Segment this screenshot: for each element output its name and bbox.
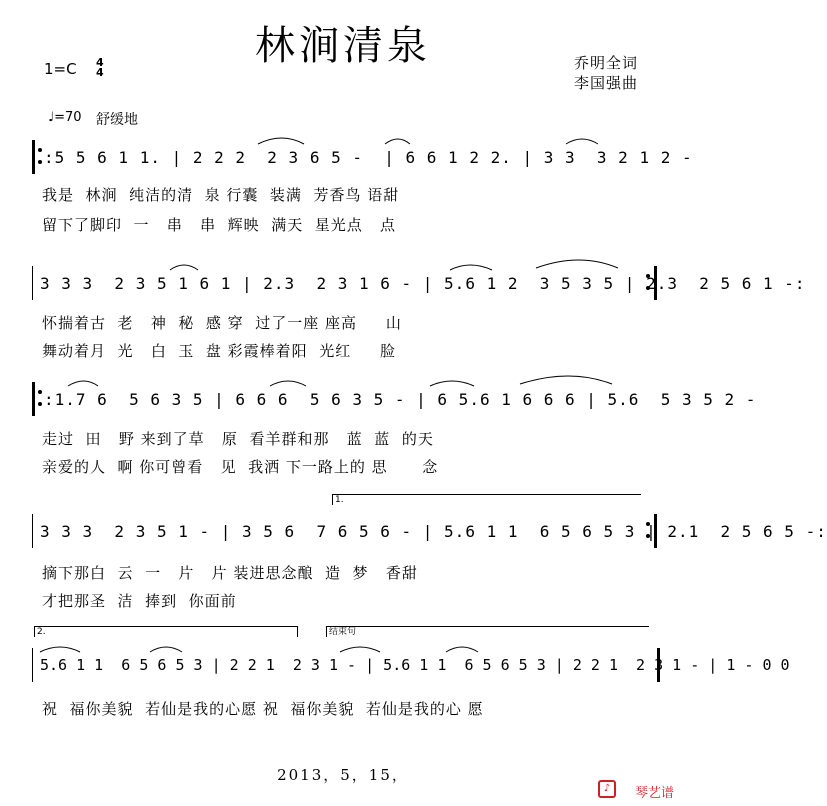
lyric-line: 走过 田 野 来到了草 原 看羊群和那 蓝 蓝 的天 xyxy=(42,430,434,448)
lyric-line: 我是 林涧 纯洁的清 泉 行囊 装满 芳香鸟 语甜 xyxy=(42,186,400,204)
lyric-line: 祝 福你美貌 若仙是我的心愿 祝 福你美貌 若仙是我的心 愿 xyxy=(42,700,484,718)
notation-line: 3 3 3 2 3 5 1 6 1 | 2.3 2 3 1 6 - | 5.6 1 2 3 5 3 5 | 2.3 2 5 6 1 -: xyxy=(40,274,806,293)
key-signature: 1=C xyxy=(44,60,77,78)
composer-credit: 李国强曲 xyxy=(574,74,639,92)
notation-line: :5 5 6 1 1. | 2 2 2 2 3 6 5 - | 6 6 1 2 2. | 3 3 3 2 1 2 - xyxy=(44,148,693,167)
tempo-marking: ♩=70 xyxy=(48,110,82,125)
notation-line: 3 3 3 2 3 5 1 - | 3 5 6 7 6 5 6 - | 5.6 1 1 6 5 6 5 3 | 2.1 2 5 6 5 -: xyxy=(40,522,827,541)
logo-icon: ♪ xyxy=(598,780,616,798)
brand-watermark: 琴艺谱 xyxy=(634,786,674,801)
lyric-line: 摘下那白 云 一 片 片 装进思念酿 造 梦 香甜 xyxy=(42,564,418,582)
lyric-line: 才把那圣 洁 捧到 你面前 xyxy=(42,592,237,610)
lyric-line: 亲爱的人 啊 你可曾看 见 我洒 下一路上的 思 念 xyxy=(42,458,439,476)
song-title: 林涧清泉 xyxy=(255,23,431,69)
first-ending-bracket: 1. xyxy=(332,494,641,505)
coda-bracket: 结束句 xyxy=(326,626,649,637)
notation-line: 5.6 1 1 6 5 6 5 3 | 2 2 1 2 3 1 - | 5.6 1 1 6 5 6 5 3 | 2 2 1 2 3 1 - | 1 - 0 0 xyxy=(40,656,790,674)
tempo-expression: 舒缓地 xyxy=(96,112,138,128)
second-ending-bracket: 2. xyxy=(34,626,298,637)
time-signature-bottom: 4 xyxy=(96,66,104,79)
time-signature-top: 4 xyxy=(96,56,104,69)
lyric-line: 舞动着月 光 白 玉 盘 彩霞棒着阳 光红 脸 xyxy=(42,342,397,360)
date-stamp: 2013，5，15， xyxy=(277,766,409,784)
lyric-line: 留下了脚印 一 串 串 辉映 满天 星光点 点 xyxy=(42,216,397,234)
lyricist-credit: 乔明全词 xyxy=(574,54,639,72)
lyric-line: 怀揣着古 老 神 秘 感 穿 过了一座 座高 山 xyxy=(42,314,402,332)
notation-line: :1.7 6 5 6 3 5 | 6 6 6 5 6 3 5 - | 6 5.6 1 6 6 6 | 5.6 5 3 5 2 - xyxy=(44,390,757,409)
